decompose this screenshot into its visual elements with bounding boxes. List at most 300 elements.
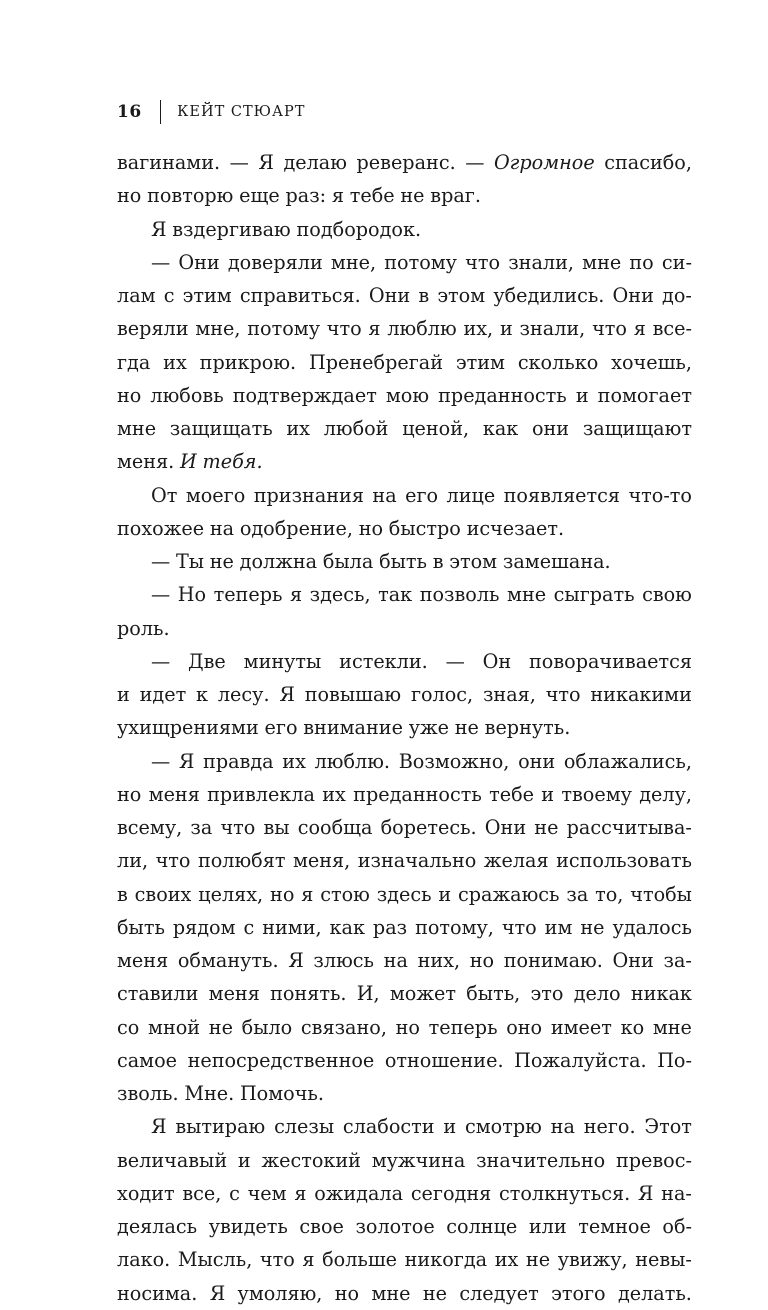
- word: правда: [203, 749, 274, 773]
- word: с: [163, 284, 175, 307]
- word: чем: [247, 1181, 287, 1205]
- word: сражаюсь: [458, 882, 560, 906]
- word: повторю: [147, 184, 234, 208]
- word: мужчина: [371, 1148, 466, 1172]
- word: знали,: [508, 250, 574, 274]
- word: что: [592, 317, 627, 341]
- word: отношение.: [384, 1048, 504, 1072]
- word: И,: [356, 982, 380, 1006]
- word: за: [566, 882, 589, 906]
- word: зволь.: [117, 1082, 179, 1105]
- text-line: [117, 811, 692, 844]
- word: свое: [299, 1215, 344, 1238]
- word: тебя.: [202, 450, 263, 474]
- text-line: [117, 479, 692, 512]
- word: потому,: [415, 915, 494, 939]
- text-line: [117, 445, 692, 478]
- word: еще: [239, 184, 280, 208]
- word: преданность: [353, 782, 482, 806]
- word: на: [372, 483, 397, 507]
- word: исчезает.: [466, 516, 565, 540]
- word: подбородок.: [296, 217, 422, 241]
- word: и: [237, 1148, 251, 1172]
- word: роль.: [117, 616, 170, 640]
- word: —: [151, 550, 171, 573]
- word: удалось: [612, 915, 692, 939]
- word: него.: [583, 1115, 636, 1139]
- word: невы-: [635, 1248, 692, 1272]
- word: им: [544, 915, 573, 939]
- word: но: [395, 1015, 420, 1039]
- word: превос-: [615, 1148, 692, 1172]
- word: Я: [151, 1115, 167, 1139]
- word: имеет: [550, 1015, 612, 1039]
- word: желая: [483, 849, 549, 873]
- page-header: [117, 99, 305, 125]
- word: них,: [417, 949, 461, 972]
- word: уже: [408, 716, 449, 740]
- word: идет: [139, 683, 187, 706]
- text-line: [117, 346, 692, 379]
- text-line: [117, 1077, 692, 1110]
- word: это: [530, 982, 564, 1006]
- word: за-: [663, 949, 692, 972]
- word: тебе: [349, 184, 395, 208]
- word: полюбят: [197, 849, 286, 873]
- word: их: [494, 1248, 519, 1272]
- word: я: [368, 317, 381, 341]
- word: но: [117, 184, 142, 208]
- text-line: [117, 1243, 692, 1276]
- word: по: [629, 250, 654, 274]
- word: потому: [384, 250, 457, 274]
- word: ходит: [117, 1181, 175, 1205]
- word: к: [196, 683, 209, 706]
- word: Они: [612, 284, 654, 307]
- word: никак: [630, 982, 692, 1006]
- word: и: [575, 383, 589, 407]
- word: с: [243, 915, 255, 939]
- word: что: [465, 250, 501, 274]
- word: быть: [117, 915, 165, 939]
- word: вернуть.: [484, 716, 571, 740]
- word: увидеть: [208, 1215, 288, 1238]
- word: и: [541, 782, 555, 806]
- word: меня.: [117, 450, 175, 474]
- text-line: [117, 977, 692, 1010]
- word: в: [117, 882, 128, 906]
- word: его: [264, 716, 298, 740]
- word: подтверждает: [232, 383, 377, 407]
- word: злюсь: [313, 949, 374, 972]
- word: что: [155, 849, 191, 873]
- word: похожее: [117, 516, 205, 540]
- word: —: [151, 749, 171, 773]
- word: лице: [446, 483, 496, 507]
- word: боретесь.: [380, 816, 477, 839]
- word: ожидала: [314, 1181, 404, 1205]
- word: что: [545, 683, 581, 706]
- word: была: [322, 550, 374, 573]
- word: этого: [551, 1281, 606, 1305]
- word: Две: [188, 649, 226, 673]
- word: в: [432, 550, 444, 573]
- word: что-то: [628, 483, 692, 507]
- word: вагинами.: [117, 151, 221, 174]
- word: спасибо,: [604, 151, 692, 174]
- word: умоляю,: [237, 1281, 323, 1305]
- text-line: [117, 1144, 692, 1177]
- word: не: [422, 1281, 448, 1305]
- word: минуты: [243, 649, 322, 673]
- word: со: [117, 1015, 140, 1039]
- word: столкнуться.: [498, 1181, 631, 1205]
- word: солнце: [446, 1215, 518, 1238]
- word: то,: [595, 882, 624, 906]
- word: хочешь,: [611, 350, 692, 374]
- word: гда: [117, 350, 151, 374]
- word: убедились.: [493, 284, 605, 307]
- text-line: [117, 1044, 692, 1077]
- word: Я: [637, 1181, 654, 1205]
- word: мной: [148, 1015, 201, 1039]
- word: его: [405, 483, 439, 507]
- word: должна: [239, 550, 318, 573]
- word: что: [501, 915, 537, 939]
- word: рассчитыва-: [566, 816, 692, 839]
- text-line: [117, 213, 692, 246]
- text-line: [117, 379, 692, 412]
- text-line: [117, 545, 692, 578]
- word: Они: [368, 284, 411, 307]
- text-line: [117, 1210, 692, 1243]
- word: —: [151, 649, 171, 673]
- word: быстро: [388, 516, 461, 540]
- word: свою: [642, 583, 692, 607]
- word: позволь: [419, 583, 500, 607]
- word: не: [525, 1248, 551, 1272]
- word: си-: [661, 250, 692, 274]
- word: одобрение,: [239, 516, 353, 540]
- word: за: [190, 816, 213, 839]
- word: никогда: [404, 1248, 488, 1272]
- word: связано,: [300, 1015, 387, 1039]
- word: здесь,: [309, 583, 371, 607]
- word: истекли.: [339, 649, 428, 673]
- text-line: [117, 678, 692, 711]
- word: ко: [620, 1015, 645, 1039]
- word: Ты: [175, 550, 205, 573]
- text-line: [117, 778, 692, 811]
- text-line: [117, 246, 692, 279]
- word: —: [151, 250, 171, 274]
- word: меня: [117, 949, 169, 972]
- word: как: [329, 915, 365, 939]
- word: и: [499, 317, 513, 341]
- text-line: [117, 844, 692, 877]
- word: поворачивается: [529, 649, 692, 673]
- text-line: [117, 1177, 692, 1210]
- word: не: [208, 1015, 233, 1039]
- word: быть: [379, 550, 427, 573]
- word: я: [331, 184, 344, 208]
- text-line: [117, 578, 692, 611]
- word: но: [334, 1281, 360, 1305]
- word: слабости: [342, 1115, 435, 1139]
- page-number: 16: [117, 102, 142, 122]
- text-line: [117, 179, 692, 212]
- word: не: [209, 550, 234, 573]
- word: мне: [652, 1015, 692, 1039]
- word: ставили: [117, 982, 199, 1006]
- word: на: [550, 1115, 575, 1139]
- word: Помочь.: [239, 1082, 324, 1105]
- text-line: [117, 146, 692, 179]
- word: и: [117, 683, 130, 706]
- word: носима.: [117, 1281, 198, 1305]
- word: значительно: [476, 1148, 606, 1172]
- text-line: [117, 1011, 692, 1044]
- word: этим: [182, 284, 232, 307]
- word: повышаю: [304, 683, 402, 706]
- word: любой: [323, 417, 389, 440]
- word: От: [151, 483, 178, 507]
- word: изначально: [357, 849, 477, 873]
- text-line: [117, 512, 692, 545]
- word: появляется: [503, 483, 621, 507]
- word: с: [229, 1181, 240, 1205]
- word: Я: [178, 749, 195, 773]
- word: преданность: [438, 383, 567, 407]
- word: величавый: [117, 1148, 228, 1172]
- word: их: [322, 782, 346, 806]
- word: все-: [652, 317, 692, 341]
- word: делать.: [617, 1281, 692, 1305]
- word: мне: [117, 417, 157, 440]
- word: знали,: [519, 317, 586, 341]
- word: вы: [263, 816, 290, 839]
- word: так: [378, 583, 413, 607]
- word: защищать: [169, 417, 273, 440]
- word: что: [326, 317, 362, 341]
- text-line: [117, 612, 692, 645]
- word: раз: [372, 915, 408, 939]
- word: больше: [322, 1248, 398, 1272]
- word: не: [580, 915, 605, 939]
- word: их: [282, 749, 306, 773]
- word: замешана.: [502, 550, 611, 573]
- word: зная,: [482, 683, 536, 706]
- word: никакими: [590, 683, 692, 706]
- word: не: [400, 184, 425, 208]
- word: меня,: [292, 849, 351, 873]
- word: их,: [463, 317, 494, 341]
- body-text: [117, 146, 692, 1310]
- word: увижу,: [557, 1248, 628, 1272]
- word: мне: [371, 1281, 411, 1305]
- word: Они: [178, 250, 220, 274]
- word: целях,: [198, 882, 264, 906]
- word: их: [163, 350, 187, 374]
- text-line: [117, 1110, 692, 1143]
- word: люблю.: [314, 749, 391, 773]
- text-line: [117, 711, 692, 744]
- word: лесу.: [217, 683, 270, 706]
- word: признания: [253, 483, 364, 507]
- word: темное: [578, 1215, 651, 1238]
- word: всему,: [117, 816, 183, 839]
- word: но: [469, 949, 495, 972]
- word: или: [528, 1215, 567, 1238]
- word: ценой,: [402, 417, 470, 440]
- word: обмануть.: [177, 949, 279, 972]
- word: но: [117, 782, 142, 806]
- word: этом: [437, 284, 486, 307]
- word: реверанс.: [356, 151, 456, 174]
- word: я: [289, 583, 303, 607]
- word: ли,: [117, 849, 149, 873]
- word: и: [443, 1115, 457, 1139]
- word: мне,: [195, 317, 241, 341]
- word: —: [465, 151, 485, 174]
- word: вздергиваю: [172, 217, 291, 241]
- word: мне: [507, 583, 547, 607]
- word: не: [454, 716, 479, 740]
- word: защищают: [582, 417, 692, 440]
- word: лам: [117, 284, 156, 307]
- text-line: [117, 279, 692, 312]
- word: Я: [258, 151, 274, 174]
- word: понять.: [270, 982, 347, 1006]
- word: сколько: [517, 350, 599, 374]
- word: на-: [661, 1181, 692, 1205]
- text-line: [117, 312, 692, 345]
- word: и: [438, 882, 452, 906]
- word: на: [209, 516, 235, 540]
- word: золотое: [355, 1215, 435, 1238]
- word: деялась: [117, 1215, 198, 1238]
- word: сыграть: [553, 583, 635, 607]
- text-line: [117, 944, 692, 977]
- word: своих: [134, 882, 192, 906]
- word: до-: [662, 284, 692, 307]
- word: Он: [482, 649, 512, 673]
- word: Возможно,: [398, 749, 510, 773]
- word: смотрю: [465, 1115, 542, 1139]
- word: следует: [459, 1281, 539, 1305]
- word: —: [229, 151, 249, 174]
- word: доверяли: [227, 250, 323, 274]
- word: потому: [247, 317, 320, 341]
- word: —: [445, 649, 465, 673]
- word: лако.: [117, 1248, 171, 1272]
- word: раз:: [285, 184, 327, 208]
- word: рядом: [172, 915, 236, 939]
- word: понимаю.: [503, 949, 603, 972]
- word: что: [259, 1248, 295, 1272]
- word: Пренебрегай: [309, 350, 444, 374]
- word: жестокий: [261, 1148, 361, 1172]
- word: мне: [582, 250, 622, 274]
- word: что: [220, 816, 256, 839]
- word: об-: [662, 1215, 692, 1238]
- text-line: [117, 412, 692, 445]
- word: оно: [506, 1015, 543, 1039]
- word: Но: [177, 583, 207, 607]
- word: не: [534, 816, 559, 839]
- word: Пожалуйста.: [514, 1048, 647, 1072]
- word: сообща: [297, 816, 373, 839]
- word: я: [294, 1181, 307, 1205]
- header-divider: [160, 100, 162, 124]
- word: их: [286, 417, 310, 440]
- word: меня: [208, 982, 260, 1006]
- word: облажались,: [563, 749, 692, 773]
- word: тебе: [489, 782, 534, 806]
- word: они: [518, 749, 556, 773]
- word: стою: [320, 882, 370, 906]
- word: Они: [484, 816, 527, 839]
- word: мне,: [330, 250, 377, 274]
- running-head: КЕЙТ СТЮАРТ: [177, 104, 306, 120]
- word: я: [633, 317, 646, 341]
- word: все,: [182, 1181, 222, 1205]
- word: люблю: [387, 317, 457, 341]
- word: было: [241, 1015, 293, 1039]
- word: но: [358, 516, 384, 540]
- word: Мысль,: [177, 1248, 253, 1272]
- word: но: [117, 383, 142, 407]
- word: мою: [385, 383, 430, 407]
- word: как: [482, 417, 519, 440]
- word: твоему: [561, 782, 632, 806]
- text-line: [117, 878, 692, 911]
- word: слезы: [274, 1115, 335, 1139]
- word: голос,: [410, 683, 474, 706]
- word: самое: [117, 1048, 178, 1072]
- word: прикрою.: [199, 350, 297, 374]
- word: делаю: [283, 151, 347, 174]
- word: непосредственное: [187, 1048, 375, 1072]
- word: Я: [288, 949, 304, 972]
- word: помогает: [597, 383, 692, 407]
- word: они: [531, 417, 570, 440]
- word: Этот: [644, 1115, 692, 1139]
- word: Я: [279, 683, 295, 706]
- word: использовать: [556, 849, 692, 873]
- word: здесь: [376, 882, 432, 906]
- word: Они: [612, 949, 654, 972]
- word: дело: [573, 982, 621, 1006]
- word: И: [180, 450, 197, 474]
- word: вытираю: [175, 1115, 266, 1139]
- word: враг.: [430, 184, 481, 208]
- word: моего: [185, 483, 246, 507]
- word: Я: [209, 1281, 226, 1305]
- word: справиться.: [239, 284, 361, 307]
- text-line: [117, 911, 692, 944]
- word: любовь: [150, 383, 224, 407]
- word: на: [383, 949, 408, 972]
- word: веряли: [117, 317, 189, 341]
- text-line: [117, 645, 692, 678]
- word: теперь: [428, 1015, 498, 1039]
- word: Мне.: [184, 1082, 235, 1105]
- word: меня: [148, 782, 200, 806]
- word: делу,: [639, 782, 692, 806]
- word: привлекла: [207, 782, 315, 806]
- text-line: [117, 1277, 692, 1310]
